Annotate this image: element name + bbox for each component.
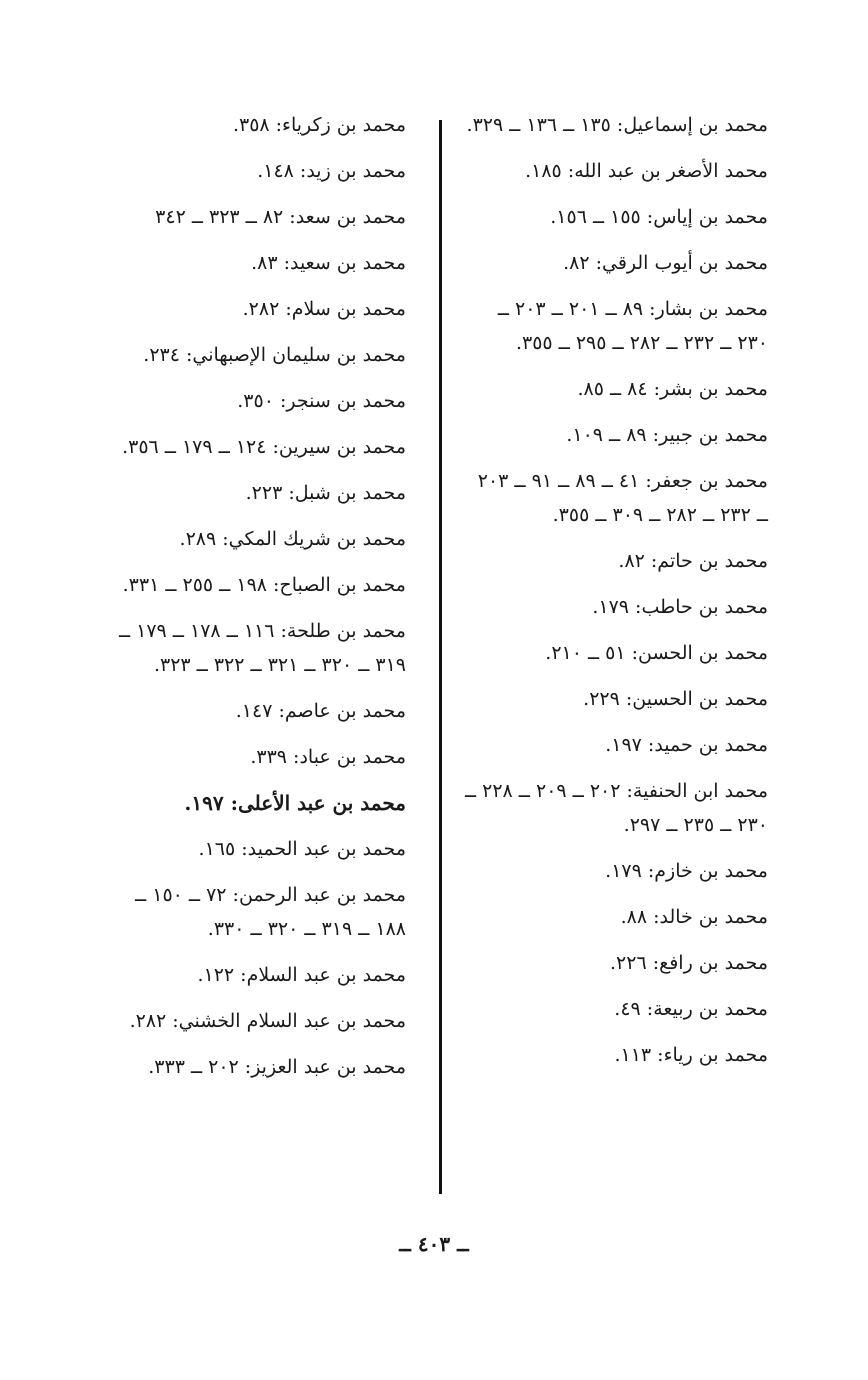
index-entry: محمد بن سليمان الإصبهاني: ٢٣٤.: [143, 344, 406, 366]
index-entry: محمد الأصغر بن عبد الله: ١٨٥.: [525, 160, 768, 182]
index-entry: محمد بن شريك المكي: ٢٨٩.: [179, 528, 406, 550]
index-entry: محمد بن سعد: ٨٢ ــ ٣٢٣ ــ ٣٤٢: [155, 206, 406, 228]
index-entry: محمد بن زيد: ١٤٨.: [257, 160, 406, 182]
index-entry: محمد بن عبد السلام الخشني: ٢٨٢.: [129, 1010, 406, 1032]
index-entry: محمد بن إياس: ١٥٥ ــ ١٥٦.: [550, 206, 768, 228]
index-entry: محمد بن رياء: ١١٣.: [614, 1044, 768, 1066]
index-entry: محمد بن طلحة: ١١٦ ــ ١٧٨ ــ ١٧٩ ــ ٣١٩ ــ ٣٢٠ ــ ٣٢١ ــ ٣٢٢ ــ ٣٢٣.: [118, 620, 406, 676]
index-entry: محمد بن أيوب الرقي: ٨٢.: [563, 252, 768, 274]
index-entry: محمد بن سلام: ٢٨٢.: [242, 298, 406, 320]
index-entry: محمد بن الحسن: ٥١ ــ ٢١٠.: [545, 642, 768, 664]
index-entry: محمد بن حاطب: ١٧٩.: [592, 596, 768, 618]
index-entry: محمد ابن الحنفية: ٢٠٢ ــ ٢٠٩ ــ ٢٢٨ ــ ٢٣٠ ــ ٢٣٥ ــ ٢٩٧.: [464, 780, 768, 836]
index-entry: محمد بن بشار: ٨٩ ــ ٢٠١ ــ ٢٠٣ ــ ٢٣٠ ــ ٢٣٢ ــ ٢٨٢ ــ ٢٩٥ ــ ٣٥٥.: [497, 298, 768, 354]
index-entry: محمد بن خازم: ١٧٩.: [605, 860, 768, 882]
index-entry: محمد بن بشر: ٨٤ ــ ٨٥.: [577, 378, 768, 400]
index-entry-bold: محمد بن عبد الأعلى: ١٩٧.: [184, 791, 406, 815]
index-entry: محمد بن شبل: ٢٢٣.: [245, 482, 406, 504]
index-entry: محمد بن عاصم: ١٤٧.: [235, 700, 406, 722]
page-number: ــ ٤٠٣ ــ: [399, 1232, 469, 1256]
index-entry: محمد بن إسماعيل: ١٣٥ ــ ١٣٦ ــ ٣٢٩.: [466, 114, 768, 136]
index-entry: محمد بن رافع: ٢٢٦.: [610, 952, 768, 974]
index-entry: محمد بن حميد: ١٩٧.: [605, 734, 768, 756]
index-entry: محمد بن جبير: ٨٩ ــ ١٠٩.: [566, 424, 768, 446]
index-entry: محمد بن الصباح: ١٩٨ ــ ٢٥٥ ــ ٣٣١.: [122, 574, 406, 596]
index-entry: محمد بن الحسين: ٢٢٩.: [583, 688, 768, 710]
index-entry: محمد بن عبد العزيز: ٢٠٢ ــ ٣٣٣.: [148, 1056, 406, 1078]
index-entry: محمد بن سعيد: ٨٣.: [251, 252, 406, 274]
index-entry: محمد بن جعفر: ٤١ ــ ٨٩ ــ ٩١ ــ ٢٠٣ ــ ٢٣٢ ــ ٢٨٢ ــ ٣٠٩ ــ ٣٥٥.: [477, 470, 768, 526]
index-entry: محمد بن سيرين: ١٢٤ ــ ١٧٩ ــ ٣٥٦.: [122, 436, 406, 458]
index-entry: محمد بن سنجر: ٣٥٠.: [237, 390, 406, 412]
index-entry: محمد بن خالد: ٨٨.: [620, 906, 768, 928]
column-divider: [439, 120, 442, 1194]
index-entry: محمد بن زكرياء: ٣٥٨.: [232, 114, 406, 136]
index-entry: محمد بن عبد الرحمن: ٧٢ ــ ١٥٠ ــ ١٨٨ ــ ٣١٩ ــ ٣٢٠ ــ ٣٣٠.: [135, 884, 406, 940]
index-entry: محمد بن عبد الحميد: ١٦٥.: [198, 838, 406, 860]
index-column-right: [464, 108, 768, 1084]
index-entry: محمد بن ربيعة: ٤٩.: [614, 998, 768, 1020]
index-column-left: [106, 108, 406, 1096]
index-entry: محمد بن عبد السلام: ١٢٢.: [197, 964, 406, 986]
index-entry: محمد بن حاتم: ٨٢.: [618, 550, 768, 572]
index-entry: محمد بن عباد: ٣٣٩.: [250, 746, 406, 768]
